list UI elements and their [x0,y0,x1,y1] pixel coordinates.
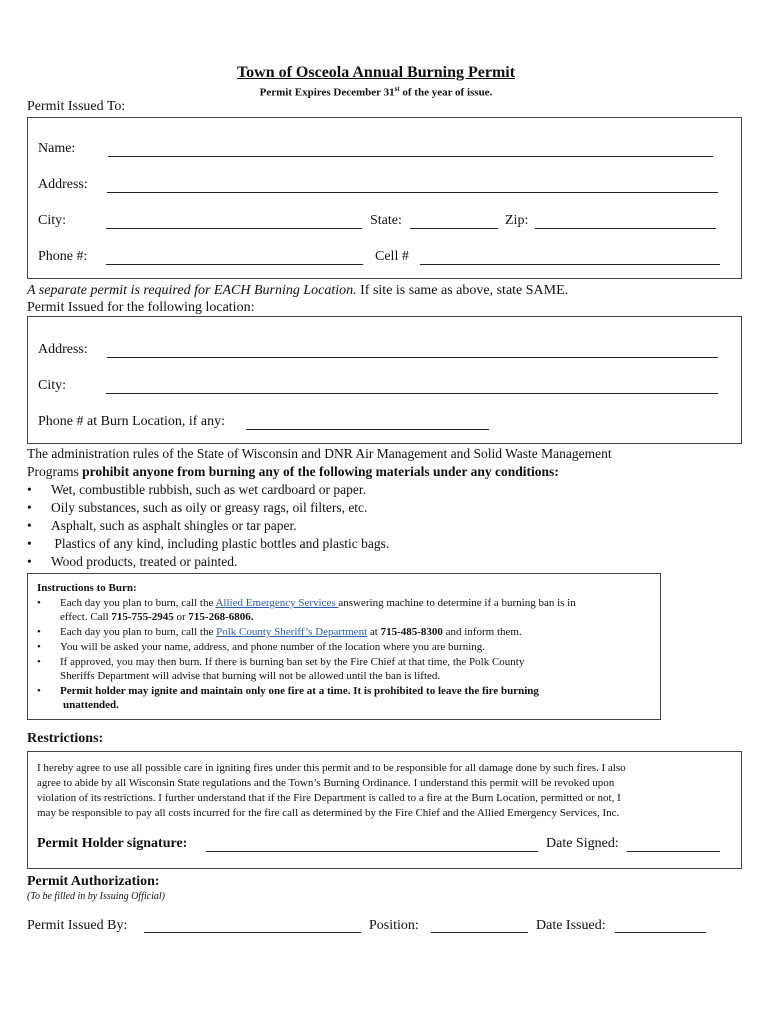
bullet-icon: • [37,626,41,638]
restrictions-line-3: violation of its restrictions. I further understand that if the Fire Department is called to a fire at the Burn Location, permitted or not, I [37,792,621,804]
city-label: City: [38,213,67,228]
signature-label: Permit Holder signature: [37,836,188,851]
subtitle-sup: st [394,85,400,93]
allied-emergency-link[interactable]: Allied Emergency Services [215,597,339,609]
instruction-4: If approved, you may then burn. If there is burning ban set by the Fire Chief at that time, the Polk County [60,656,525,668]
cell-label: Cell # [375,249,409,264]
state-label: State: [370,213,402,228]
issued-by-field[interactable] [144,932,361,933]
sheriff-department-link[interactable]: Polk County Sheriff’s Department [216,626,368,638]
name-label: Name: [38,141,76,156]
instruction-1-line-2-pre: effect. Call [60,611,112,623]
phone-number-3: 715-485-8300 [380,626,443,638]
restrictions-box [27,751,742,869]
instructions-box [27,573,661,720]
restrictions-heading: Restrictions: [27,731,104,746]
bullet-icon: • [37,597,41,609]
phone-number-1: 715-755-2945 [111,611,174,623]
instruction-1-pre: Each day you plan to burn, call the [60,597,216,609]
date-signed-label: Date Signed: [546,836,619,851]
state-field[interactable] [410,228,498,229]
issued-by-label: Permit Issued By: [27,918,128,933]
instruction-1-line-2 [60,610,254,624]
location-address-field[interactable] [107,357,718,358]
list-item-text: Wet, combustible rubbish, such as wet cardboard or paper. [51,482,366,497]
rules-line-1: The administration rules of the State of Wisconsin and DNR Air Management and Solid Waste Management [27,446,612,461]
phone-number-2: 715-268-6806. [188,611,254,623]
signature-field[interactable] [206,851,538,852]
list-item-text: Plastics of any kind, including plastic bottles and plastic bags. [51,536,390,551]
list-item [27,536,32,552]
zip-label: Zip: [505,213,529,228]
location-note [27,283,568,299]
rules-line-2-pre: Programs [27,464,83,479]
bullet-icon: • [27,500,32,515]
location-heading: Permit Issued for the following location: [27,300,255,315]
phone-label: Phone #: [38,249,88,264]
bullet-icon: • [37,656,41,668]
instruction-2-mid: at [367,626,381,638]
instruction-5: Permit holder may ignite and maintain only one fire at a time. It is prohibited to leave the fire burning [60,685,539,697]
bullet-icon: • [27,482,32,497]
instruction-5-line-2: unattended. [63,699,119,711]
list-item-text: Wood products, treated or painted. [51,554,238,569]
instruction-1-post: answering machine to determine if a burning ban is in [338,597,576,609]
instruction-2 [60,625,522,639]
name-field[interactable] [108,156,713,157]
restrictions-line-1: I hereby agree to use all possible care in igniting fires under this permit and to be responsible for all damage done by such fires. I also [37,762,626,774]
rules-line-2-bold: prohibit anyone from burning any of the following materials under any conditions: [82,464,559,479]
list-item [27,482,32,498]
list-item [27,554,32,570]
issued-to-box [27,117,742,279]
cell-field[interactable] [420,264,720,265]
bullet-icon: • [37,685,41,697]
instruction-1-line-2-mid: or [173,611,189,623]
location-city-label: City: [38,378,67,393]
address-field[interactable] [107,192,718,193]
bullet-icon: • [27,518,32,533]
position-label: Position: [369,918,419,933]
bullet-icon: • [37,641,41,653]
date-signed-field[interactable] [627,851,720,852]
position-field[interactable] [431,932,528,933]
location-phone-label: Phone # at Burn Location, if any: [38,414,226,429]
restrictions-line-4: may be responsible to pay all costs incurred for the fire call as determined by the Fire Chief and the Allied Emergency Services, Inc. [37,807,620,819]
location-note-italic: A separate permit is required for EACH Burning Location. [27,283,357,298]
location-address-label: Address: [38,342,88,357]
date-issued-label: Date Issued: [536,918,606,933]
bullet-icon: • [27,536,32,551]
rules-line-2 [27,464,559,480]
instruction-1 [60,596,576,610]
city-field[interactable] [106,228,362,229]
page-title: Town of Osceola Annual Burning Permit [236,64,516,81]
location-city-field[interactable] [106,393,718,394]
instruction-2-pre: Each day you plan to burn, call the [60,626,217,638]
subtitle-post: of the year of issue. [399,86,493,99]
restrictions-line-2: agree to abide by all Wisconsin State regulations and the Town’s Burning Ordinance. I understand this permit will be revoked upon [37,777,615,789]
list-item [27,500,32,516]
authorization-note: (To be filled in by Issuing Official) [27,891,165,902]
list-item-text: Oily substances, such as oily or greasy rags, oil filters, etc. [51,500,368,515]
bullet-icon: • [27,554,32,569]
date-issued-field[interactable] [615,932,706,933]
page-subtitle [0,82,752,100]
instruction-4-line-2: Sheriffs Department will advise that burning will not be allowed until the ban is lifted. [60,670,441,682]
instruction-3: You will be asked your name, address, and phone number of the location where you are burning. [60,641,486,653]
authorization-heading: Permit Authorization: [27,874,160,889]
issued-to-heading: Permit Issued To: [27,99,126,114]
address-label: Address: [38,177,88,192]
location-phone-field[interactable] [246,429,489,430]
location-box [27,316,742,444]
list-item-text: Asphalt, such as asphalt shingles or tar paper. [51,518,297,533]
subtitle-pre: Permit Expires December 31 [259,86,395,99]
instructions-heading: Instructions to Burn: [37,582,137,594]
list-item [27,518,32,534]
zip-field[interactable] [535,228,716,229]
location-note-rest: If site is same as above, state SAME. [356,283,569,298]
instruction-2-post: and inform them. [442,626,522,638]
phone-field[interactable] [106,264,363,265]
